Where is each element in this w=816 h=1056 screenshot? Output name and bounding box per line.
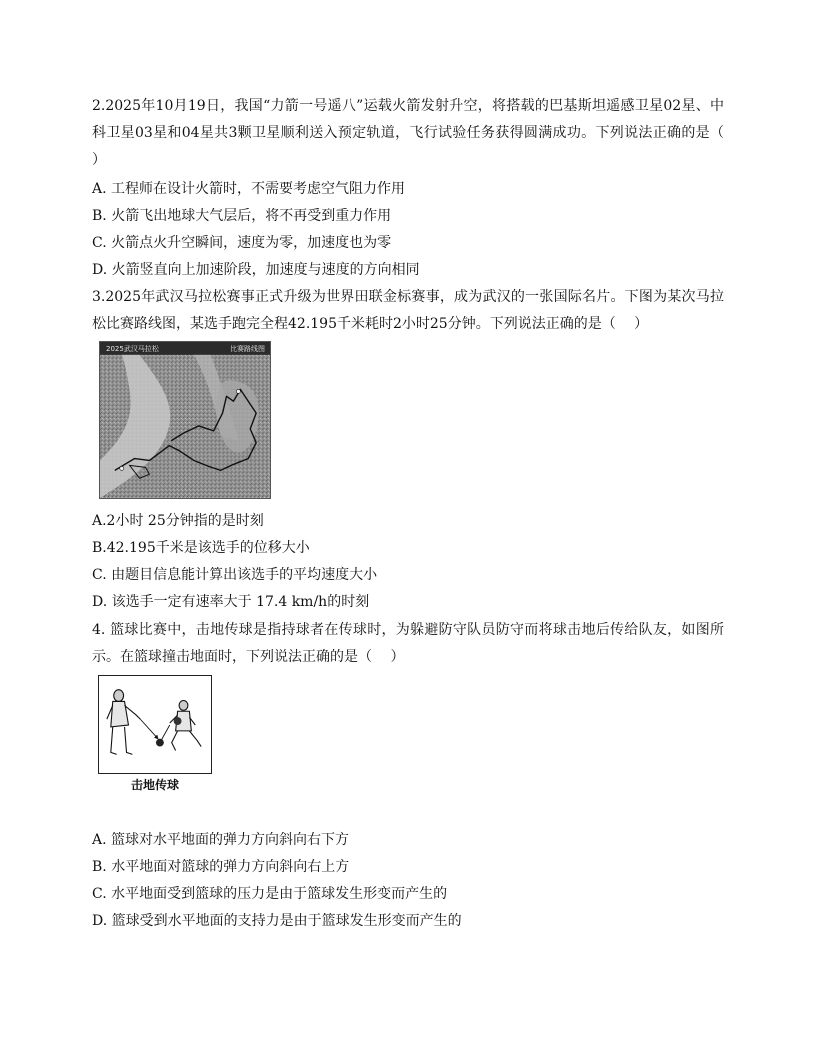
q3-option-d: D. 该选手一定有速率大于 17.4 km/h的时刻 (92, 594, 370, 610)
bounce-pass-illustration (98, 675, 212, 774)
receiver-player (170, 700, 201, 750)
bouncing-ball (156, 739, 164, 747)
figure-caption: 击地传球 (131, 778, 180, 792)
q2-option-a: A. 工程师在设计火箭时，不需要考虑空气阻力作用 (92, 181, 406, 197)
q4-option-b: B. 水平地面对篮球的弹力方向斜向右上方 (92, 859, 350, 875)
map-title-left: 2025武汉马拉松 (106, 345, 159, 353)
q3-option-b: B.42.195千米是该选手的位移大小 (92, 540, 310, 556)
q2-option-d: D. 火箭竖直向上加速阶段，加速度与速度的方向相同 (92, 262, 420, 278)
route-map-graphic (100, 342, 270, 498)
q4-stem: 4. 篮球比赛中，击地传球是指持球者在传球时，为躲避防守队员防守而将球击地后传给队友，如图所示。在篮球撞击地面时，下列说法正确的是（ ） (92, 622, 724, 665)
map-title-right: 比赛路线图 (230, 345, 265, 353)
passer-player (107, 690, 140, 755)
marathon-route-map (99, 341, 271, 499)
q3-option-a: A.2小时 25分钟指的是时刻 (92, 513, 264, 529)
receiver-ball (174, 717, 182, 725)
bounce-pass-graphic (99, 676, 211, 773)
q2-option-b: B. 火箭飞出地球大气层后，将不再受到重力作用 (92, 208, 392, 224)
q3-stem: 3.2025年武汉马拉松赛事正式升级为世界田联金标赛事，成为武汉的一张国际名片。下图为某次马拉松比赛路线图，某选手跑完全程42.195千米耗时2小时25分钟。下列说法正确的是（ ） (92, 289, 724, 332)
q2-stem: 2.2025年10月19日，我国“力箭一号遥八”运载火箭发射升空，将搭载的巴基斯坦遥感卫星02星、中科卫星03星和04星共3颗卫星顺利送入预定轨道，飞行试验任务获得圆满成功。下列说法正确的是（ ） (92, 98, 743, 168)
q2-option-c: C. 火箭点火升空瞬间，速度为零，加速度也为零 (92, 235, 392, 251)
q3-option-c: C. 由题目信息能计算出该选手的平均速度大小 (92, 567, 378, 583)
q4-option-a: A. 篮球对水平地面的弹力方向斜向右下方 (92, 832, 350, 848)
q4-option-c: C. 水平地面受到篮球的压力是由于篮球发生形变而产生的 (92, 886, 448, 902)
q4-option-d: D. 篮球受到水平地面的支持力是由于篮球发生形变而产生的 (92, 913, 462, 929)
